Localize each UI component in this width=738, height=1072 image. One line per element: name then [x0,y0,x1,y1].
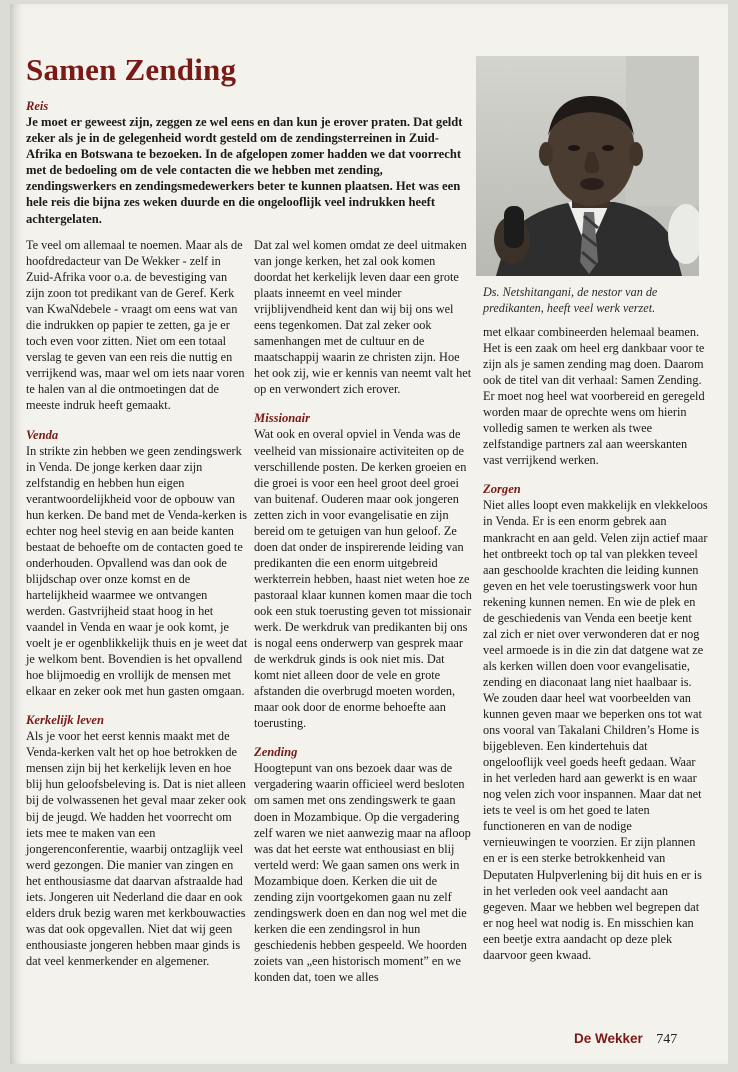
lead-paragraph: Je moet er geweest zijn, zeggen ze wel eens en dan kun je erover praten. Dat geldt zeker als je in de gelegenheid wordt gesteld om de zendingsterreinen in Zuid-Afrika en Botswana te bezoeken. In de afgelopen zomer hadden we dat voorrecht met de bedoeling om de vele contacten die we hebben met zending, zendingswerkers en zendingsmedewerkers beter te kunnen plaatsen. Het was een hele reis die bijna zes weken duurde en die ongelooflijk veel indrukken heeft achtergelaten. [26,115,463,226]
portrait-illustration [476,56,699,276]
subheading-kerkelijk-leven: Kerkelijk leven [26,713,104,728]
missionair-paragraph: Wat ook en overal opviel in Venda was de veelheid van missionaire activiteiten op de verschillende posten. De kerken groeien en die groei is voor een heel groot deel groei van buitenaf. Ouderen maar ook jongeren zetten zich in voor evangelisatie en zijn bereid om te getuigen van hun geloof. Ze doen dat onder de inspirerende leiding van predikanten die een enorm uitgebreid werkterrein hebben, haast niet weten hoe ze pastoraal klaar kunnen komen maar die toch ook een stuk toerusting geven tot missionair werk. De werkdruk van predikanten bij ons is nogal eens onderwerp van gesprek maar de werkdruk ginds is ook niet mis. Dat komt niet alleen door de vele en grote afstanden die overbrugd moeten worden, maar ook door de enorme behoefte aan toerusting. [254,427,472,731]
venda-paragraph: In strikte zin hebben we geen zendingswerk in Venda. De jonge kerken daar zijn zelfstandig en hebben hun eigen verantwoordelijkheid voor de opbouw van hun kerken. De band met de Venda-kerken is echter nog heel stevig en aan beide kanten bestaat de behoefte om de contacten goed te onderhouden. Opvallend was dan ook de blijdschap over onze komst en de hartelijkheid waarmee we ontvangen werden. Gastvrijheid staat hoog in het vaandel in Venda en waar je ook komt, je voelt je er ogenblikkelijk thuis en je weet dat je welkom bent. Bovendien is het opvallend hoe blijmoedig en vrollijk de mensen met elkaar en zeker ook met hun gasten omgaan. [26,443,248,699]
portrait-photo [476,56,699,276]
text-column-3 [483,324,708,963]
photo-caption: Ds. Netshitangani, de nestor van de predikanten, heeft veel werk verzet. [483,285,658,315]
intro-paragraph: Te veel om allemaal te noemen. Maar als de hoofdredacteur van De Wekker - zelf in Zuid-Afrika voor o.a. de bevestiging van zijn zoon tot predikant van de Geref. Kerk van KwaNdebele - vraagt om eens wat van die indrukken op papier te zetten, ga je er toch even voor zitten. Niet om een totaal verslag te geven van een reis die nuttig en verrijkend was, maar wel om iets naar voren te halen van al die ontmoetingen dat de meeste indruk heeft gemaakt. [26,238,245,413]
subheading-zending: Zending [254,745,298,760]
subheading-missionair: Missionair [254,411,310,426]
page-number: 747 [656,1032,678,1047]
article-title: Samen Zending [26,52,237,87]
section-kicker: Reis [26,99,49,113]
magazine-name: De Wekker [574,1031,643,1046]
combination-paragraph: met elkaar combineerden helemaal beamen. Het is een zaak om heel erg dankbaar voor te zijn als je samen zending mag doen. Daarom ook de titel van dit verhaal: Samen Zending. Er moet nog heel wat voorbereid en geregeld worden maar de oprechte wens om hierin volledig samen te werken als twee zelfstandige partners zal aan weerskanten vast verrijkend werken. [483,325,705,468]
zorgen-paragraph: Niet alles loopt even makkelijk en vlekkeloos in Venda. Er is een enorm gebrek aan mankracht en aan geld. Velen zijn actief maar het ontbreekt toch op tal van plekken teveel aan geschoolde krachten die leiding kunnen geven en het vele toerustingswerk voor hun rekening kunnen nemen. En wie de plek en de geschiedenis van Venda een beetje kent zal zich er niet over verwonderen dat er nog veel armoede is in die zin dat datgene wat ze als kerken willen doen voor evangelisatie, zending en diaconaat lang niet haalbaar is. We zouden daar heel wat voorbeelden van kunnen geven maar we beperken ons tot wat ons vooral van Takalani Children’s Home is bijgebleven. Een kindertehuis dat ongelooflijk veel goeds heeft gedaan. Waar in het verleden hard aan gewerkt is en waar nog velen zich voor inspannen. Maar dat net iets te veel is om het goed te laten functioneren en van de nodige vernieuwingen te voorzien. Er zijn plannen en er is een sterke betrokkenheid van Deputaten Hulpverlening bij dit huis en er is in het verleden ook veel aandacht aan gegeven. Maar we hebben wel begrepen dat er nog heel wat nodig is. En misschien kan een beetje extra aandacht op deze plek daarvoor geen kwaad. [483,498,708,962]
kerkelijk-leven-paragraph: Als je voor het eerst kennis maakt met de Venda-kerken valt het op hoe betrokken de mensen zijn bij het kerkelijk leven en hoe blij hun geloofsbeleving is. Dat is niet alleen bij de volwassenen het geval maar zeker ook bij de jeugd. We hadden het voorrecht om iets mee te maken van een jongerenconferentie, waarbij ontzaglijk veel werd gezongen. Die manier van zingen en het enthousiasme dat daarvan afstraalde had iets. Jongeren uit Nederland die daar en ook elders druk bezig waren met kerkbouwacties was dat ook opgevallen. Niet dat wij geen enthousiaste jongeren hebben maar ginds is dat veel kenmerkender en algemener. [26,729,247,968]
magazine-page [10,4,728,1064]
page-footer [574,1031,677,1048]
zending-paragraph: Hoogtepunt van ons bezoek daar was de vergadering waarin officieel werd besloten om samen met ons zendingswerk te gaan doen in Mozambique. Op die vergadering zelf waren we niet aanwezig maar na afloop was dat het eerste wat enthousiast en blij verteld werd: We gaan samen ons werk in Mozambique doen. Kerken die uit de zending zijn voortgekomen gaan nu zelf zendingswerk doen en dan nog wel met die kerken die een zendingsrol in hun geschiedenis hebben gespeeld. We hoorden zoiets van „een historisch moment” en we konden dat, toen we alles [254,761,471,984]
subheading-zorgen: Zorgen [483,482,521,497]
text-column-2 [254,237,472,985]
continuation-paragraph: Dat zal wel komen omdat ze deel uitmaken van jonge kerken, het zal ook komen doordat het kerkelijk leven daar een grote plaats inneemt en veel minder vrijblijvendheid kent dan wij bij ons wel eens tegenkomen. Dat zal zeker ook samenhangen met de cultuur en de maatschappij waarin ze christen zijn. Hoe het ook zij, wie er kennis van neemt valt het op en verwondert zich erover. [254,238,472,397]
text-column-1 [26,237,248,969]
subheading-venda: Venda [26,427,59,442]
